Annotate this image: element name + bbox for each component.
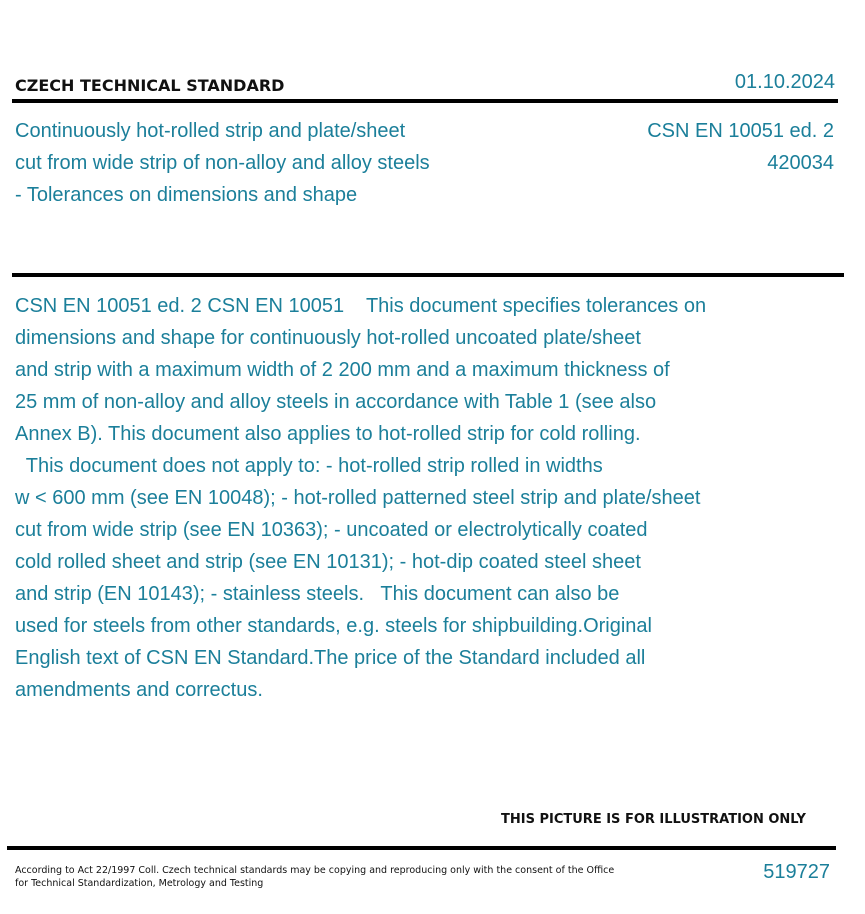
- header-divider: [12, 99, 838, 103]
- document-type: CZECH TECHNICAL STANDARD: [15, 76, 285, 95]
- abstract-line: dimensions and shape for continuously hot-rolled uncoated plate/sheet: [15, 327, 641, 349]
- classification-number: 420034: [767, 152, 834, 174]
- abstract-line: cold rolled sheet and strip (see EN 10131); - hot-dip coated steel sheet: [15, 551, 641, 573]
- document-number: 519727: [763, 861, 830, 883]
- abstract-line: 25 mm of non-alloy and alloy steels in accordance with Table 1 (see also: [15, 391, 657, 413]
- abstract-line: and strip (EN 10143); - stainless steels. This document can also be: [15, 583, 620, 605]
- title-line: - Tolerances on dimensions and shape: [15, 184, 358, 206]
- abstract-line: and strip with a maximum width of 2 200 mm and a maximum thickness of: [15, 359, 670, 381]
- title-line: Continuously hot-rolled strip and plate/sheet: [15, 120, 406, 142]
- abstract-text: [15, 290, 775, 706]
- abstract-line: amendments and correctus.: [15, 679, 263, 701]
- standard-designation: CSN EN 10051 ed. 2: [647, 120, 834, 142]
- abstract-line: cut from wide strip (see EN 10363); - uncoated or electrolytically coated: [15, 519, 648, 541]
- standard-title: [15, 115, 535, 211]
- abstract-line: used for steels from other standards, e.g. steels for shipbuilding.Original: [15, 615, 652, 637]
- legal-notice: [15, 864, 615, 890]
- publication-date: 01.10.2024: [734, 71, 835, 93]
- abstract-line: w < 600 mm (see EN 10048); - hot-rolled patterned steel strip and plate/sheet: [15, 487, 701, 509]
- title-line: cut from wide strip of non-alloy and alloy steels: [15, 152, 430, 174]
- abstract-line: CSN EN 10051 ed. 2 CSN EN 10051 This document specifies tolerances on: [15, 295, 707, 317]
- illustration-note: THIS PICTURE IS FOR ILLUSTRATION ONLY: [501, 812, 806, 827]
- title-divider: [12, 273, 844, 277]
- abstract-line: English text of CSN EN Standard.The price of the Standard included all: [15, 647, 646, 669]
- legal-line: for Technical Standardization, Metrology and Testing: [15, 878, 264, 889]
- standard-codes: [647, 115, 834, 179]
- footer-divider: [7, 846, 836, 850]
- abstract-line: Annex B). This document also applies to hot-rolled strip for cold rolling.: [15, 423, 641, 445]
- abstract-line: This document does not apply to: - hot-rolled strip rolled in widths: [15, 455, 603, 477]
- legal-line: According to Act 22/1997 Coll. Czech technical standards may be copying and reproducing only with the consent of the Office: [15, 865, 615, 876]
